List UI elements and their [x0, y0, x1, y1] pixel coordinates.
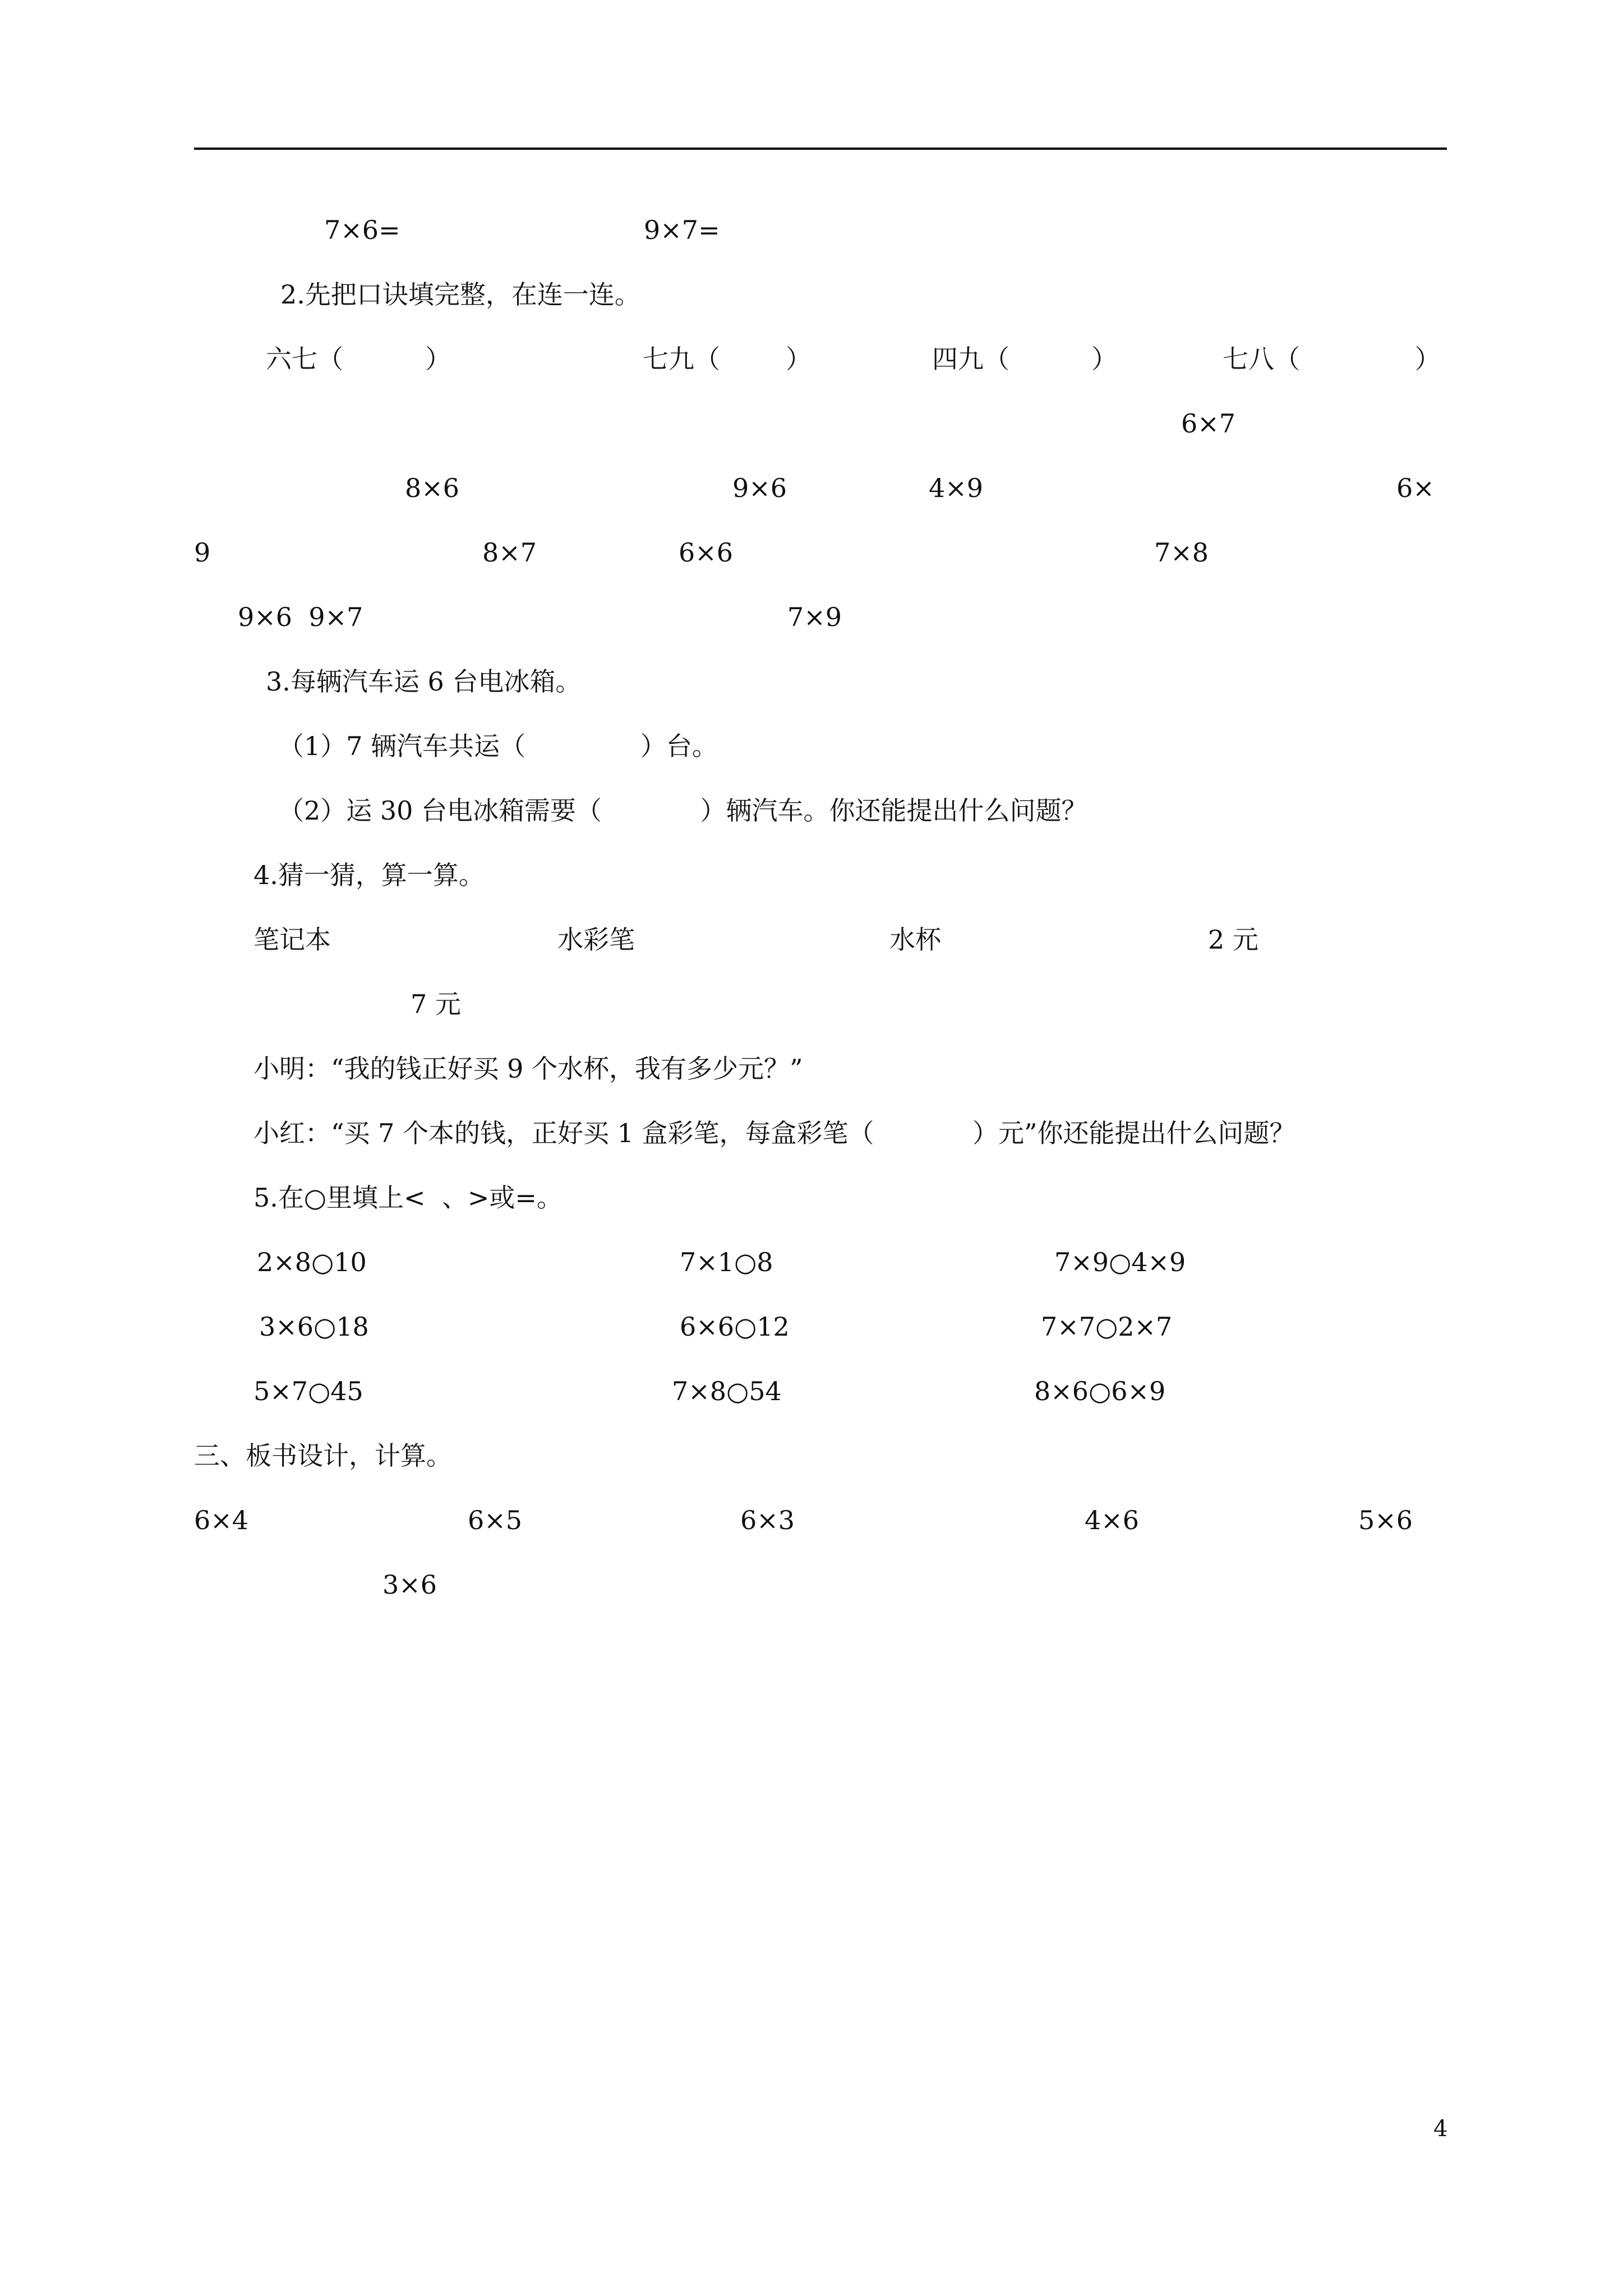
page-number: 4	[1433, 2116, 1448, 2142]
compare-7x1: 7×1○8	[680, 1247, 773, 1277]
compare-6x6: 6×6○12	[680, 1312, 790, 1342]
q3-part2: （2）运 30 台电冰箱需要（ ）辆汽车。你还能提出什么问题？	[278, 795, 1087, 826]
match-9x6: 9×6	[732, 473, 787, 503]
match-8x7: 8×7	[482, 537, 537, 568]
calc-6x3: 6×3	[740, 1505, 795, 1535]
calc-4x6: 4×6	[1085, 1505, 1140, 1535]
compare-7x8: 7×8○54	[672, 1376, 782, 1406]
match-9-wrap: 9	[194, 537, 211, 568]
q2-title: 2.先把口诀填完整，在连一连。	[280, 279, 640, 310]
xiaoming-text: 小明：“我的钱正好买 9 个水杯，我有多少元？”	[253, 1053, 803, 1084]
compare-7x9: 7×9○4×9	[1054, 1247, 1186, 1277]
xiaohong-text: 小红：“买 7 个本的钱，正好买 1 盒彩笔，每盒彩笔（ ）元”你还能提出什么问题？	[253, 1118, 1295, 1148]
match-6x-wrap: 6×	[1396, 473, 1435, 503]
compare-2x8: 2×8○10	[257, 1247, 367, 1277]
calc-6x4: 6×4	[194, 1505, 249, 1535]
match-7x8: 7×8	[1154, 537, 1209, 568]
compare-5x7: 5×7○45	[253, 1376, 363, 1406]
match-4x9: 4×9	[929, 473, 984, 503]
calc-6x5: 6×5	[468, 1505, 523, 1535]
rhyme-67: 六七（ ）	[266, 344, 451, 374]
expr-7x6: 7×6=	[324, 215, 400, 245]
calc-3x6: 3×6	[382, 1570, 437, 1600]
q3-part1: （1）7 辆汽车共运（ ）台。	[278, 731, 718, 761]
price-7-yuan: 7 元	[411, 989, 461, 1019]
match-6x6: 6×6	[679, 537, 734, 568]
item-watercolor-pen: 水彩笔	[557, 924, 635, 955]
compare-3x6: 3×6○18	[259, 1312, 369, 1342]
calc-5x6: 5×6	[1358, 1505, 1413, 1535]
q5-title: 5.在○里填上< 、>或=。	[253, 1182, 562, 1213]
q3-title: 3.每辆汽车运 6 台电冰箱。	[266, 666, 582, 697]
match-8x6: 8×6	[405, 473, 460, 503]
match-6x7: 6×7	[1181, 408, 1236, 439]
price-2-yuan: 2 元	[1208, 924, 1258, 955]
rhyme-79: 七九（ ）	[643, 344, 811, 374]
section3-title: 三、板书设计，计算。	[194, 1441, 452, 1471]
match-9x6-9x7: 9×6 9×7	[238, 602, 363, 632]
item-notebook: 笔记本	[253, 924, 331, 955]
item-cup: 水杯	[889, 924, 941, 955]
q4-title: 4.猜一猜，算一算。	[253, 860, 485, 890]
match-7x9: 7×9	[787, 602, 842, 632]
expr-9x7: 9×7=	[644, 215, 720, 245]
compare-8x6: 8×6○6×9	[1034, 1376, 1166, 1406]
rhyme-49: 四九（ ）	[932, 344, 1118, 374]
rhyme-78: 七八（ ）	[1223, 344, 1441, 374]
header-rule	[194, 148, 1447, 150]
compare-7x7: 7×7○2×7	[1041, 1312, 1173, 1342]
